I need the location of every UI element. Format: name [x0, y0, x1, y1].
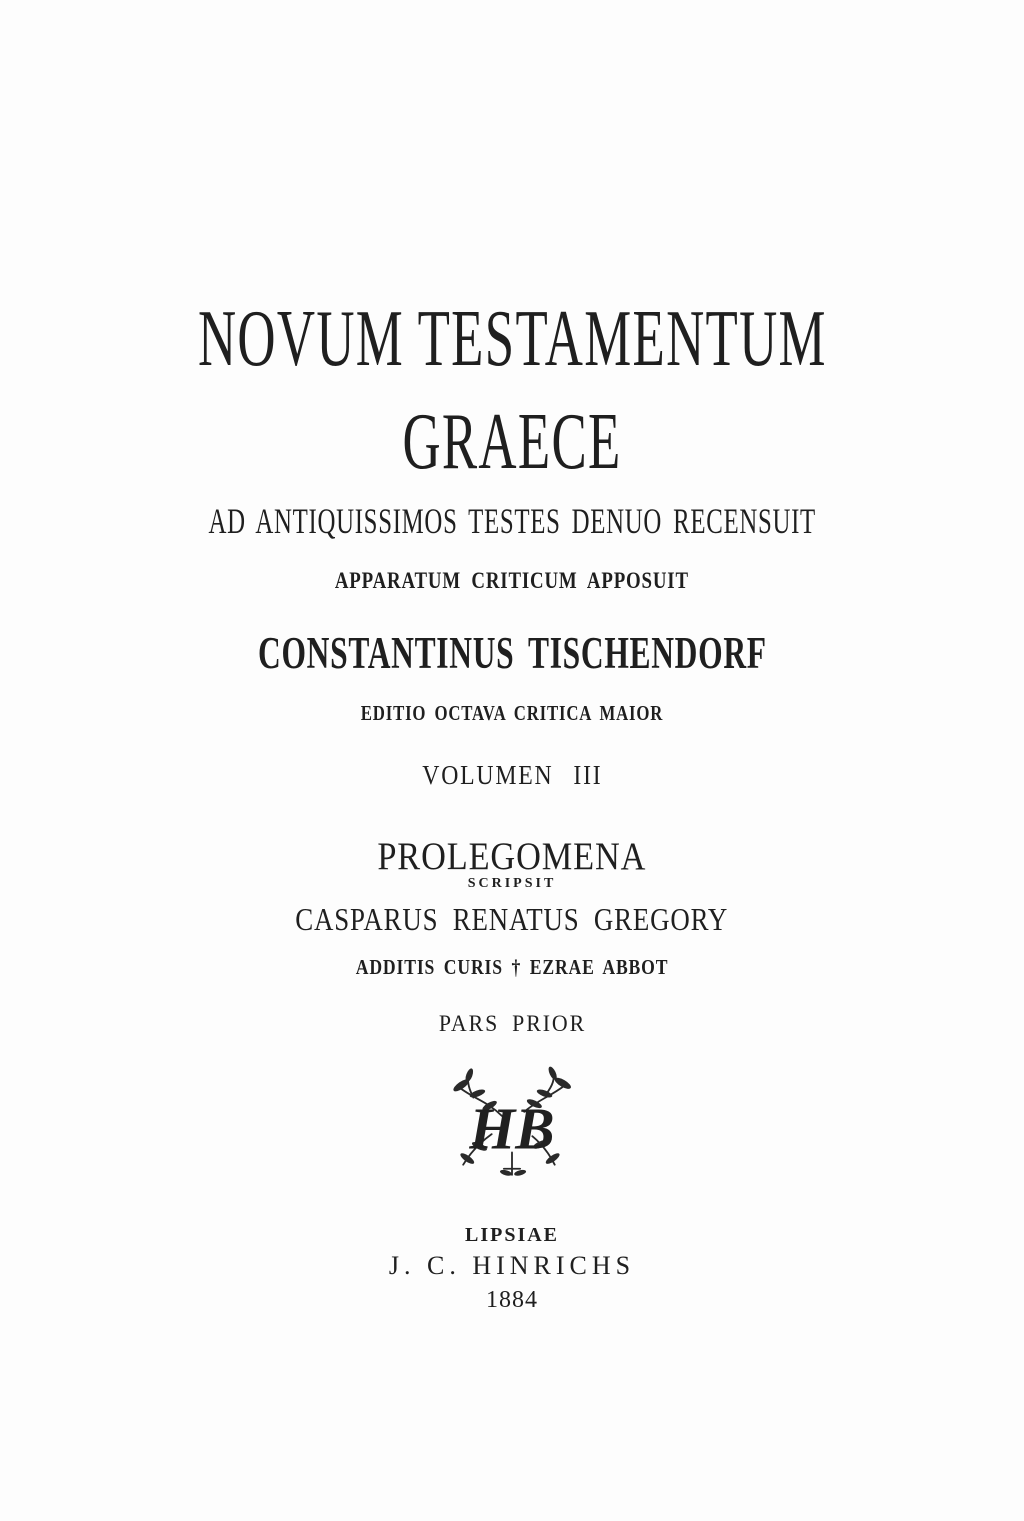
book-title-line2: [0, 398, 1024, 486]
apparatus-line: [0, 569, 1024, 592]
pars-prior-line: [0, 1012, 1024, 1035]
book-title-line1-text: NOVUM TESTAMENTUM: [197, 295, 827, 383]
monogram-letters: HB: [469, 1095, 555, 1162]
pars-prior-text: PARS PRIOR: [438, 1011, 586, 1036]
subtitle-text: AD ANTIQUISSIMOS TESTES DENUO RECENSUIT: [208, 501, 816, 541]
imprint-publisher: J. C. HINRICHS: [388, 1251, 636, 1280]
additis-line: [0, 957, 1024, 978]
book-title-line2-text: GRAECE: [402, 398, 622, 486]
author-name-text: CONSTANTINUS TISCHENDORF: [257, 628, 767, 678]
subtitle-line: [0, 503, 1024, 539]
scripsit-line: SCRIPSIT: [467, 876, 557, 891]
prolegomena-heading: [0, 837, 1024, 876]
volume-text: VOLUMEN III: [421, 760, 603, 790]
editor-name-text: CASPARUS RENATUS GREGORY: [295, 901, 729, 937]
foliage-monogram-icon: [437, 1063, 587, 1185]
volume-line: [0, 762, 1024, 789]
imprint-place: LIPSIAE: [464, 1224, 560, 1246]
additis-text: ADDITIS CURIS † EZRAE ABBOT: [355, 955, 669, 979]
author-name: [0, 628, 1024, 678]
edition-line: [0, 703, 1024, 724]
editor-name: [0, 903, 1024, 935]
apparatus-text: APPARATUM CRITICUM APPOSUIT: [334, 568, 689, 593]
prolegomena-heading-text: PROLEGOMENA: [377, 835, 647, 878]
book-title-line1: [0, 295, 1024, 383]
edition-text: EDITIO OCTAVA CRITICA MAIOR: [360, 701, 664, 725]
publisher-monogram-ornament: [437, 1063, 587, 1185]
imprint-year: 1884: [486, 1287, 538, 1313]
